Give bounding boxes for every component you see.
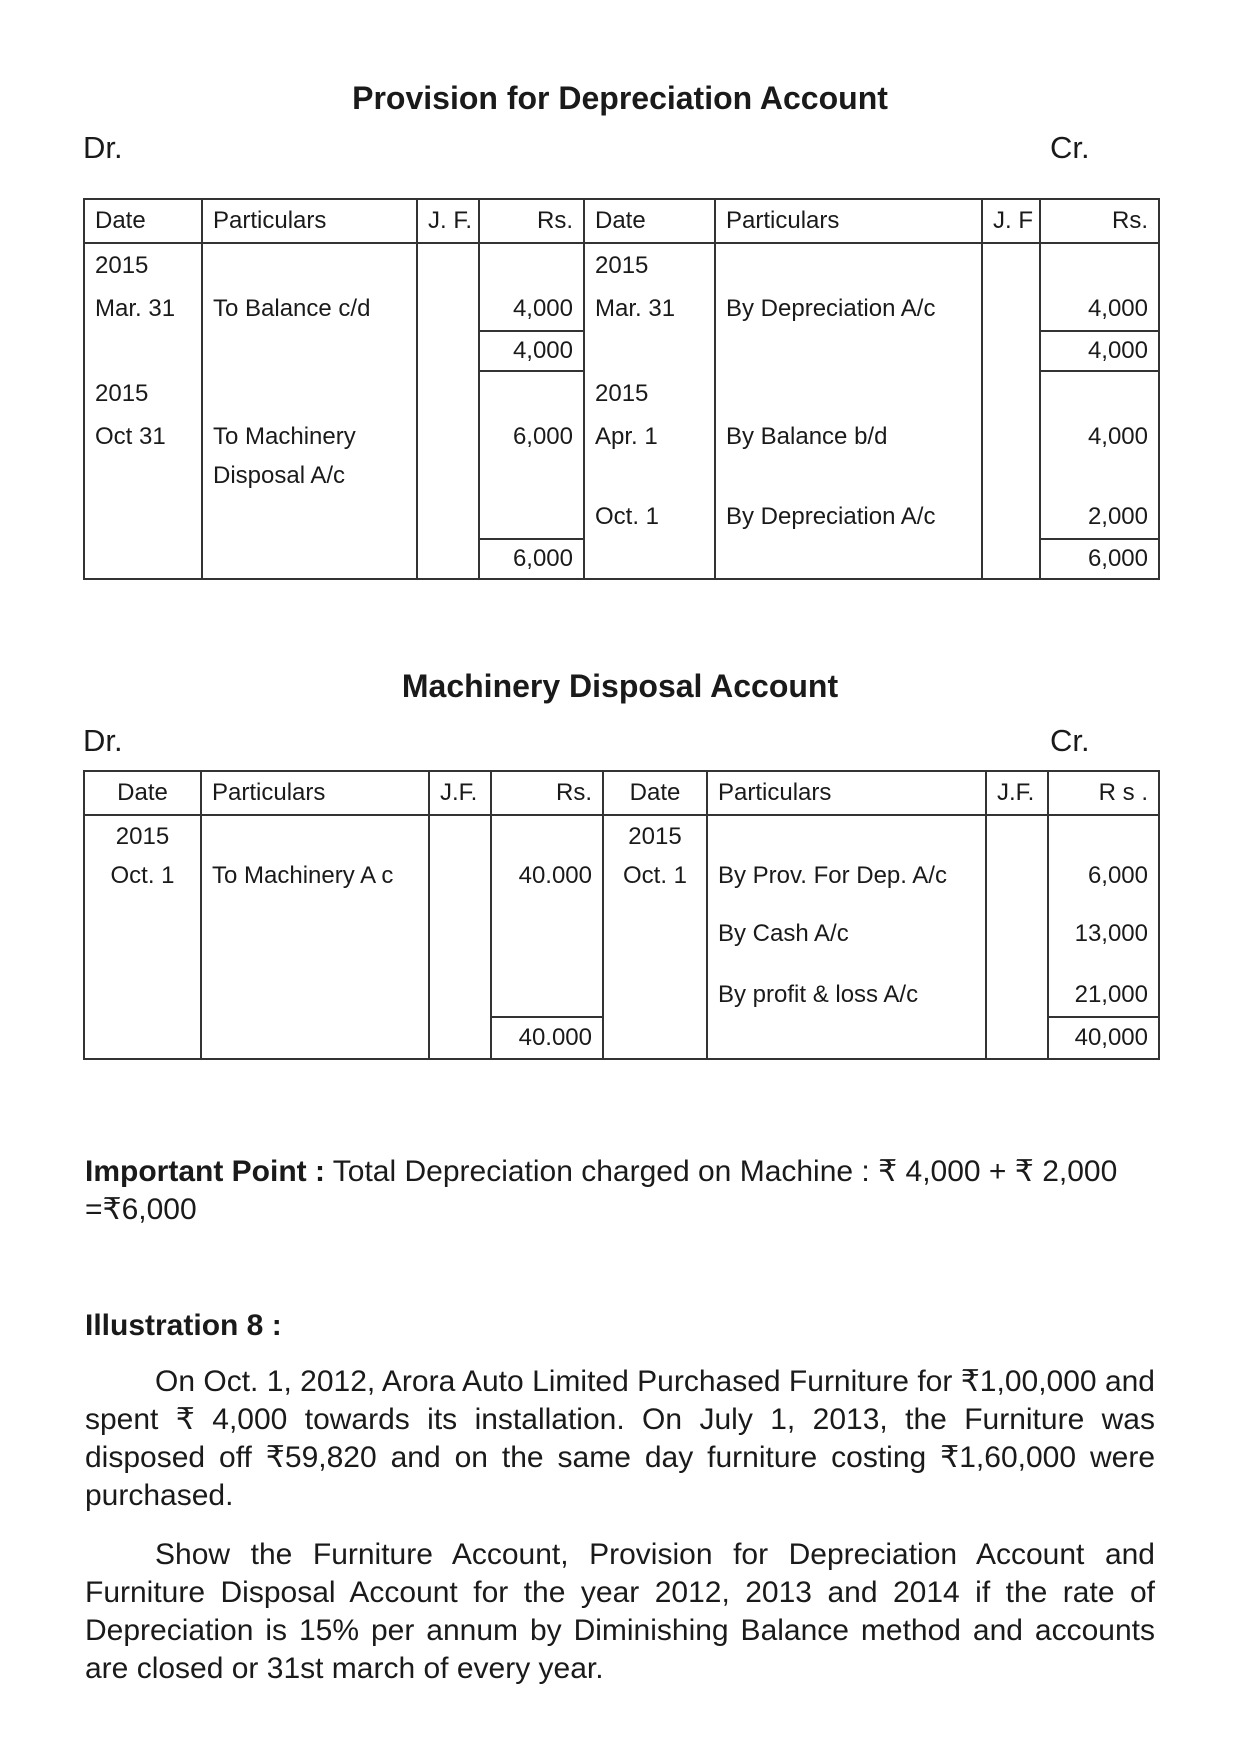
header-date: Date — [84, 199, 202, 243]
credit-amount-2: 4,000 — [1040, 417, 1159, 457]
disposal-ledger-table — [83, 770, 1160, 1060]
credit-amount-3: 2,000 — [1040, 495, 1159, 539]
credit-year: 2015 — [603, 815, 707, 857]
header-particulars: Particulars — [202, 199, 417, 243]
credit-year-2: 2015 — [584, 371, 715, 417]
credit-particulars-2: By Balance b/d — [715, 417, 982, 457]
credit-amount-1: 6,000 — [1048, 857, 1159, 895]
credit-date-3: Oct. 1 — [584, 495, 715, 539]
debit-date-1: Mar. 31 — [84, 287, 202, 331]
debit-date: Oct. 1 — [84, 857, 201, 895]
illustration-paragraph-1: On Oct. 1, 2012, Arora Auto Limited Purchased Furniture for ₹1,00,000 and spent ₹ 4,000 towards its installation. On July 1, 2013, the Furniture was disposed off ₹59,820 and on the same day furniture costing ₹1,60,000 were purchased. — [85, 1365, 1155, 1512]
credit-particulars-1: By Prov. For Dep. A/c — [707, 857, 986, 895]
header-jf-cr: J. F — [982, 199, 1040, 243]
debit-amount-2: 6,000 — [479, 417, 584, 457]
header-rs-cr: Rs. — [1040, 199, 1159, 243]
debit-year-1: 2015 — [84, 243, 202, 287]
credit-total: 40,000 — [1048, 1017, 1159, 1059]
provision-ledger-table — [83, 198, 1160, 580]
header-date: Date — [84, 771, 201, 815]
provision-cr-label: Cr. — [1050, 130, 1090, 165]
debit-year: 2015 — [84, 815, 201, 857]
disposal-dr-label: Dr. — [83, 723, 123, 758]
credit-date-1: Mar. 31 — [584, 287, 715, 331]
credit-amount-2: 13,000 — [1048, 895, 1159, 973]
header-rs: Rs. — [491, 771, 603, 815]
header-particulars-cr: Particulars — [707, 771, 986, 815]
credit-amount-1: 4,000 — [1040, 287, 1159, 331]
debit-amount-1: 4,000 — [479, 287, 584, 331]
header-rs: Rs. — [479, 199, 584, 243]
header-jf: J.F. — [429, 771, 491, 815]
important-point — [85, 1153, 1155, 1229]
debit-total-1: 4,000 — [479, 331, 584, 371]
header-date-cr: Date — [584, 199, 715, 243]
header-date-cr: Date — [603, 771, 707, 815]
disposal-cr-label: Cr. — [1050, 723, 1090, 758]
credit-year-1: 2015 — [584, 243, 715, 287]
debit-particulars-1: To Balance c/d — [202, 287, 417, 331]
disposal-account-title: Machinery Disposal Account — [401, 668, 839, 704]
credit-total-2: 6,000 — [1040, 539, 1159, 579]
credit-date: Oct. 1 — [603, 857, 707, 895]
credit-particulars-3: By profit & loss A/c — [707, 973, 986, 1017]
header-jf: J. F. — [417, 199, 479, 243]
header-particulars-cr: Particulars — [715, 199, 982, 243]
debit-total-2: 6,000 — [479, 539, 584, 579]
credit-amount-3: 21,000 — [1048, 973, 1159, 1017]
credit-particulars-2: By Cash A/c — [707, 895, 986, 973]
header-jf-cr: J.F. — [986, 771, 1048, 815]
credit-date-2: Apr. 1 — [584, 417, 715, 457]
illustration-paragraph-2: Show the Furniture Account, Provision for Depreciation Account and Furniture Disposal Account for the year 2012, 2013 and 2014 if the rate of Depreciation is 15% per annum by Diminishing Balance method and accounts are closed or 31st march of every year. — [85, 1538, 1155, 1685]
important-point-label: Important Point : — [85, 1155, 325, 1188]
credit-total-1: 4,000 — [1040, 331, 1159, 371]
illustration-heading: Illustration 8 : — [85, 1309, 282, 1342]
debit-date-2: Oct 31 — [84, 417, 202, 457]
credit-particulars-3: By Depreciation A/c — [715, 495, 982, 539]
debit-total: 40.000 — [491, 1017, 603, 1059]
header-particulars: Particulars — [201, 771, 429, 815]
header-rs-cr: R s . — [1048, 771, 1159, 815]
credit-particulars-1: By Depreciation A/c — [715, 287, 982, 331]
debit-amount: 40.000 — [491, 857, 603, 895]
debit-particulars-2b: Disposal A/c — [202, 457, 417, 495]
debit-year-2: 2015 — [84, 371, 202, 417]
debit-particulars-2a: To Machinery — [202, 417, 417, 457]
provision-dr-label: Dr. — [83, 130, 123, 165]
important-point-text: Total Depreciation charged on Machine : ₹ 4,000 + ₹ 2,000 =₹6,000 — [85, 1155, 1118, 1226]
provision-account-title: Provision for Depreciation Account — [352, 80, 888, 116]
debit-particulars: To Machinery A c — [201, 857, 429, 895]
